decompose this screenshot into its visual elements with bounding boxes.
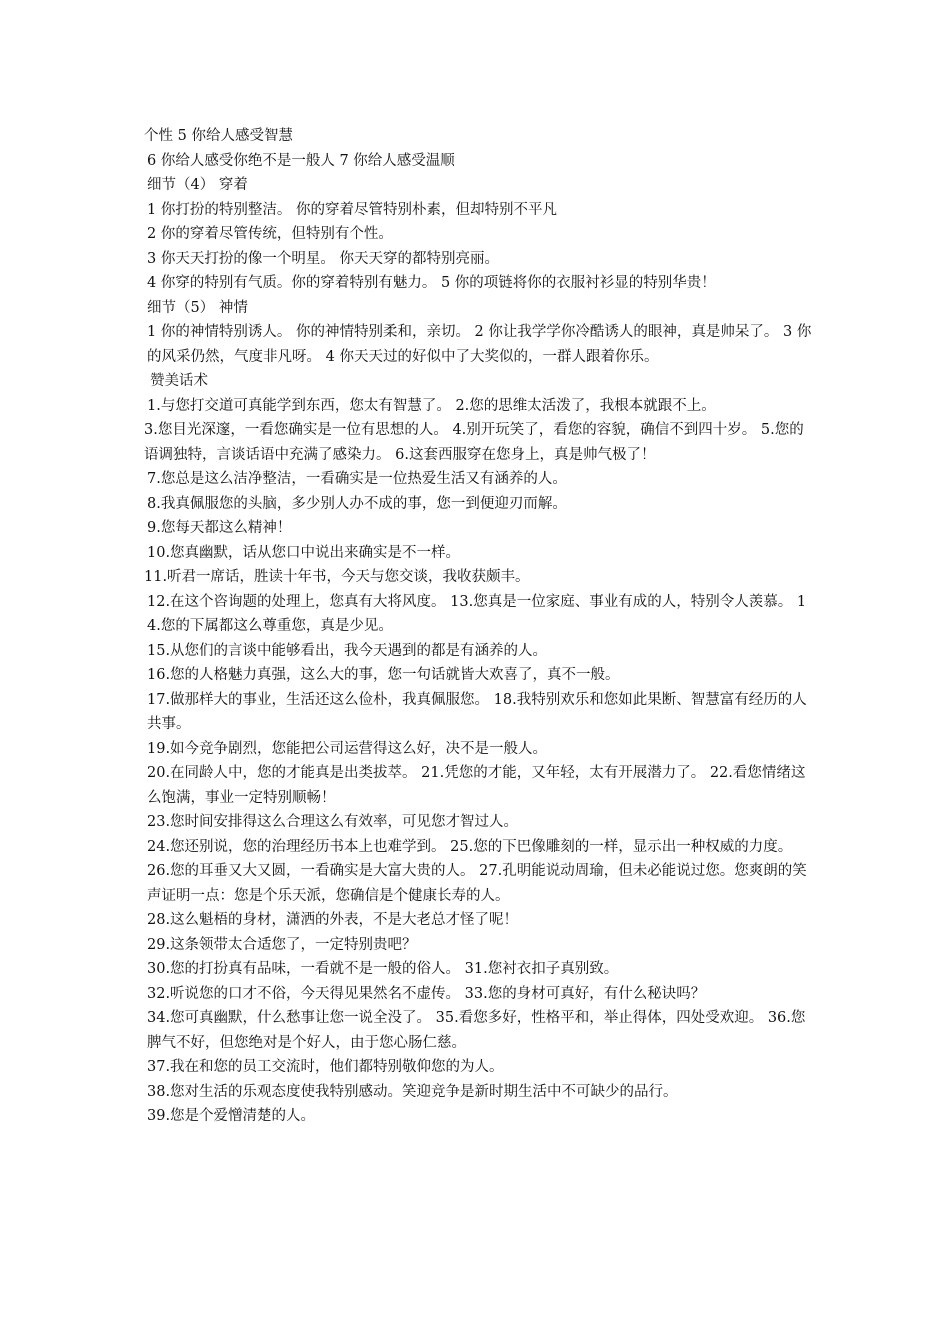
text-line: 11.听君一席话，胜读十年书，今天与您交谈，我收获颇丰。 xyxy=(144,569,530,585)
text-line: 19.如今竞争剧烈，您能把公司运营得这么好，决不是一般人。 xyxy=(147,740,548,757)
text-line: 30.您的打扮真有品味，一看就不是一般的俗人。 31.您衬衣扣子真别致。 xyxy=(147,961,619,977)
text-line: 个性 5 你给人感受智慧 xyxy=(144,128,293,144)
text-line: 7.您总是这么洁净整洁，一看确实是一位热爱生活又有涵养的人。 xyxy=(147,471,567,487)
text-line: 3 你天天打扮的像一个明星。 你天天穿的都特别亮丽。 xyxy=(147,250,499,267)
text-line: 1 你打扮的特别整洁。 你的穿着尽管特别朴素，但却特别不平凡 xyxy=(147,201,557,218)
text-line: 4 你穿的特别有气质。你的穿着特别有魅力。 5 你的项链将你的衣服衬衫显的特别华贵！ xyxy=(147,275,716,291)
text-line: 28.这么魁梧的身材，潇洒的外表，不是大老总才怪了呢！ xyxy=(147,912,519,928)
text-paragraph: 17.做那样大的事业，生活还这么俭朴，我真佩服您。 18.我特别欢乐和您如此果断、智慧富有经历的人共事。 xyxy=(147,691,807,732)
text-line: 29.这条领带太合适您了，一定特别贵吧？ xyxy=(147,936,417,953)
text-line: 2 你的穿着尽管传统，但特别有个性。 xyxy=(147,226,393,242)
text-paragraph: 24.您还别说，您的治理经历书本上也难学到。 25.您的下巴像雕刻的一样，显示出一种权威的力度。 xyxy=(147,838,793,855)
section-heading: 细节（5） 神情 xyxy=(147,299,248,316)
section-heading: 细节（4） 穿着 xyxy=(147,177,248,193)
text-line: 37.我在和您的员工交流时，他们都特别敬仰您的为人。 xyxy=(147,1059,504,1075)
text-paragraph: 34.您可真幽默，什么愁事让您一说全没了。 35.看您多好，性格平和，举止得体，四处受欢迎。 36.您脾气不好，但您绝对是个好人，由于您心肠仁慈。 xyxy=(147,1010,806,1051)
text-line: 9.您每天都这么精神！ xyxy=(147,520,292,536)
text-line: 38.您对生活的乐观态度使我特别感动。笑迎竞争是新时期生活中不可缺少的品行。 xyxy=(147,1083,678,1100)
text-paragraph: 12.在这个咨询题的处理上，您真有大将风度。 13.您真是一位家庭、事业有成的人，特别令人羡慕。 14.您的下属都这么尊重您，真是少见。 xyxy=(147,593,807,634)
text-line: 1.与您打交道可真能学到东西，您太有智慧了。 2.您的思维太活泼了，我根本就跟不上。 xyxy=(147,397,716,414)
text-line: 32.听说您的口才不俗，今天得见果然名不虚传。 33.您的身材可真好，有什么秘诀吗？ xyxy=(147,985,706,1002)
text-line: 16.您的人格魅力真强，这么大的事，您一句话就皆大欢喜了，真不一般。 xyxy=(147,667,620,683)
text-line: 15.从您们的言谈中能够看出，我今天遇到的都是有涵养的人。 xyxy=(147,642,548,659)
text-paragraph: 1 你的神情特别诱人。 你的神情特别柔和，亲切。 2 你让我学学你冷酷诱人的眼神，真是帅呆了。 3 你的风采仍然，气度非凡呀。 4 你天天过的好似中了大奖似的，一群人跟着你乐。 xyxy=(147,324,812,365)
text-paragraph: 26.您的耳垂又大又圆，一看确实是大富大贵的人。 27.孔明能说动周瑜，但未必能说过您。您爽朗的笑声证明一点：您是个乐天派，您确信是个健康长寿的人。 xyxy=(147,863,807,904)
text-line: 6 你给人感受你绝不是一般人 7 你给人感受温顺 xyxy=(147,152,455,169)
text-line: 8.我真佩服您的头脑，多少别人办不成的事，您一到便迎刃而解。 xyxy=(147,495,567,512)
text-line: 23.您时间安排得这么合理这么有效率，可见您才智过人。 xyxy=(147,814,519,830)
text-paragraph: 3.您目光深邃，一看您确实是一位有思想的人。 4.别开玩笑了，看您的容貌，确信不到四十岁。 5.您的语调独特，言谈话语中充满了感染力。 6.这套西服穿在您身上，真是帅气极了！ xyxy=(144,422,804,463)
text-paragraph: 20.在同龄人中，您的才能真是出类拔萃。 21.凭您的才能，又年轻，太有开展潜力了。 22.看您情绪这么饱满，事业一定特别顺畅！ xyxy=(147,765,806,806)
text-line: 10.您真幽默，话从您口中说出来确实是不一样。 xyxy=(147,544,461,561)
document-body xyxy=(144,124,812,1129)
text-line: 39.您是个爱憎清楚的人。 xyxy=(147,1108,316,1124)
section-heading: 赞美话术 xyxy=(150,373,208,389)
